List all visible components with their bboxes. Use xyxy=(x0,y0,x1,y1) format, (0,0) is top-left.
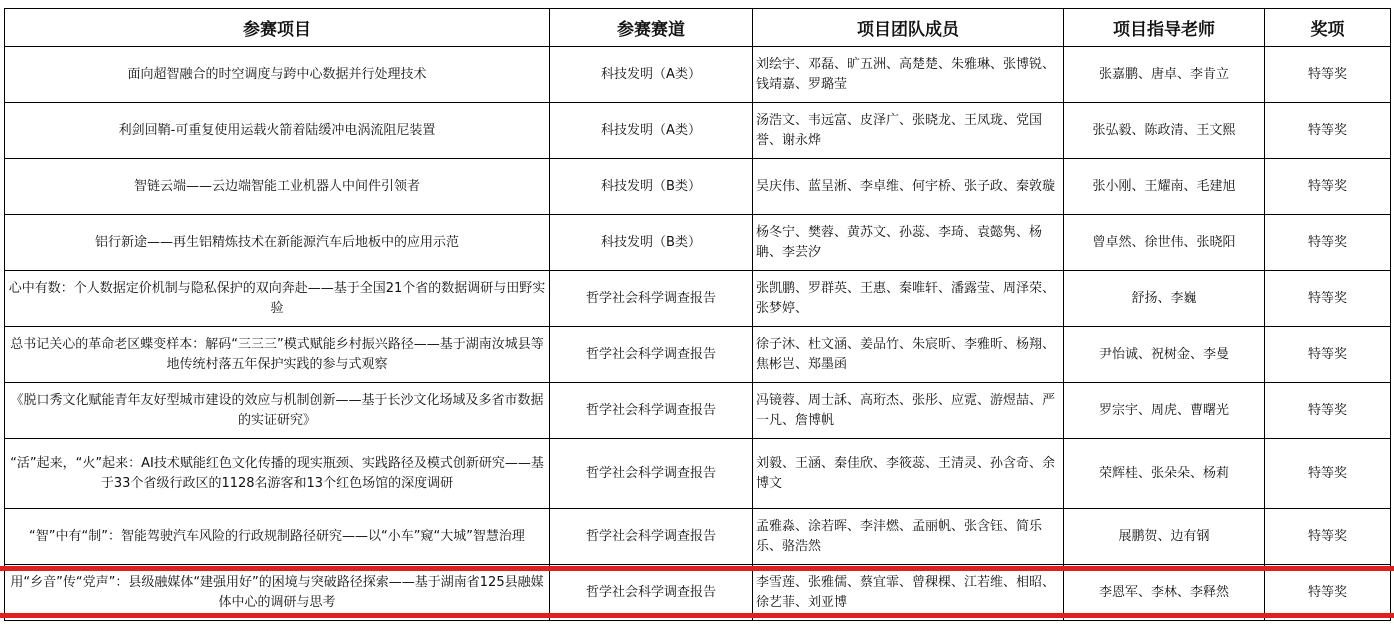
award-cell: 特等奖 xyxy=(1265,159,1391,215)
track-cell: 科技发明（B类） xyxy=(550,215,753,271)
header-award: 奖项 xyxy=(1265,9,1391,47)
members-cell: 冯镜蓉、周士訸、高珩杰、张彤、应霓、游煜喆、严一凡、詹博帆 xyxy=(753,383,1064,439)
members-cell: 汤浩文、韦远富、皮泽广、张晓龙、王凤珑、党国誉、谢永烨 xyxy=(753,103,1064,159)
project-cell: “活”起来，“火”起来：AI技术赋能红色文化传播的现实瓶颈、实践路径及模式创新研究——基于33个省级行政区的1128名游客和13个红色场馆的深度调研 xyxy=(5,439,550,509)
members-cell: 徐子沐、杜文涵、姜品竹、朱宸昕、李雅昕、杨翔、焦彬岂、郑墨函 xyxy=(753,327,1064,383)
award-cell: 特等奖 xyxy=(1265,47,1391,103)
track-cell: 哲学社会科学调查报告 xyxy=(550,383,753,439)
header-track: 参赛赛道 xyxy=(550,9,753,47)
track-cell: 哲学社会科学调查报告 xyxy=(550,271,753,327)
table-row-highlighted xyxy=(5,565,1391,621)
project-cell: 总书记关心的革命老区蝶变样本：解码“三三三”模式赋能乡村振兴路径——基于湖南汝城县等地传统村落五年保护实践的参与式观察 xyxy=(5,327,550,383)
award-cell: 特等奖 xyxy=(1265,103,1391,159)
advisors-cell: 舒扬、李巍 xyxy=(1064,271,1265,327)
table-row xyxy=(5,271,1391,327)
advisors-cell: 张小刚、王耀南、毛建旭 xyxy=(1064,159,1265,215)
award-cell: 特等奖 xyxy=(1265,509,1391,565)
project-cell: 面向超智融合的时空调度与跨中心数据并行处理技术 xyxy=(5,47,550,103)
track-cell: 哲学社会科学调查报告 xyxy=(550,565,753,621)
project-cell: “智”中有“制”：智能驾驶汽车风险的行政规制路径研究——以“小车”窥“大城”智慧治理 xyxy=(5,509,550,565)
advisors-cell: 曾卓然、徐世伟、张晓阳 xyxy=(1064,215,1265,271)
table-row xyxy=(5,103,1391,159)
table-row xyxy=(5,327,1391,383)
award-cell: 特等奖 xyxy=(1265,327,1391,383)
members-cell: 刘绘宇、邓磊、旷五洲、高楚楚、朱雅琳、张博锐、钱靖嘉、罗璐莹 xyxy=(753,47,1064,103)
project-cell: 铝行新途——再生铝精炼技术在新能源汽车后地板中的应用示范 xyxy=(5,215,550,271)
award-cell: 特等奖 xyxy=(1265,439,1391,509)
members-cell: 张凯鹏、罗群英、王惠、秦唯轩、潘露莹、周泽荣、张梦婷、 xyxy=(753,271,1064,327)
track-cell: 哲学社会科学调查报告 xyxy=(550,509,753,565)
project-cell: 用“乡音”传“党声”：县级融媒体“建强用好”的困境与突破路径探索——基于湖南省125县融媒体中心的调研与思考 xyxy=(5,565,550,621)
advisors-cell: 尹怡诚、祝树金、李曼 xyxy=(1064,327,1265,383)
header-members: 项目团队成员 xyxy=(753,9,1064,47)
advisors-cell: 展鹏贺、边有钢 xyxy=(1064,509,1265,565)
award-cell: 特等奖 xyxy=(1265,565,1391,621)
project-cell: 《脱口秀文化赋能青年友好型城市建设的效应与机制创新——基于长沙文化场域及多省市数据的实证研究》 xyxy=(5,383,550,439)
advisors-cell: 荣辉桂、张朵朵、杨莉 xyxy=(1064,439,1265,509)
project-cell: 心中有数：个人数据定价机制与隐私保护的双向奔赴——基于全国21个省的数据调研与田野实验 xyxy=(5,271,550,327)
award-cell: 特等奖 xyxy=(1265,383,1391,439)
advisors-cell: 张弘毅、陈政清、王文熙 xyxy=(1064,103,1265,159)
award-cell: 特等奖 xyxy=(1265,215,1391,271)
track-cell: 科技发明（A类） xyxy=(550,103,753,159)
awards-table xyxy=(4,8,1391,621)
table-row xyxy=(5,383,1391,439)
header-row xyxy=(5,9,1391,47)
advisors-cell: 李恩军、李林、李释然 xyxy=(1064,565,1265,621)
table-row xyxy=(5,159,1391,215)
project-cell: 智链云端——云边端智能工业机器人中间件引领者 xyxy=(5,159,550,215)
table-row xyxy=(5,439,1391,509)
header-project: 参赛项目 xyxy=(5,9,550,47)
track-cell: 科技发明（A类） xyxy=(550,47,753,103)
advisors-cell: 张嘉鹏、唐卓、李肯立 xyxy=(1064,47,1265,103)
members-cell: 刘毅、王涵、秦佳欣、李筱蕊、王清灵、孙含奇、余博文 xyxy=(753,439,1064,509)
header-advisors: 项目指导老师 xyxy=(1064,9,1265,47)
table-row xyxy=(5,509,1391,565)
members-cell: 孟雅淼、涂若晖、李沣燃、孟丽帆、张含钰、简乐乐、骆浩然 xyxy=(753,509,1064,565)
project-cell: 利剑回鞘-可重复使用运载火箭着陆缓冲电涡流阻尼装置 xyxy=(5,103,550,159)
track-cell: 科技发明（B类） xyxy=(550,159,753,215)
members-cell: 吴庆伟、蓝呈淅、李卓维、何宇桥、张子政、秦敦璇 xyxy=(753,159,1064,215)
track-cell: 哲学社会科学调查报告 xyxy=(550,327,753,383)
table-row xyxy=(5,215,1391,271)
members-cell: 李雪莲、张雅儒、蔡宜霏、曾稞棵、江若维、相昭、徐艺菲、刘亚博 xyxy=(753,565,1064,621)
members-cell: 杨冬宁、樊蓉、黄苏文、孙蕊、李琦、袁懿隽、杨聃、李芸汐 xyxy=(753,215,1064,271)
table-row xyxy=(5,47,1391,103)
award-cell: 特等奖 xyxy=(1265,271,1391,327)
track-cell: 哲学社会科学调查报告 xyxy=(550,439,753,509)
advisors-cell: 罗宗宇、周虎、曹曙光 xyxy=(1064,383,1265,439)
